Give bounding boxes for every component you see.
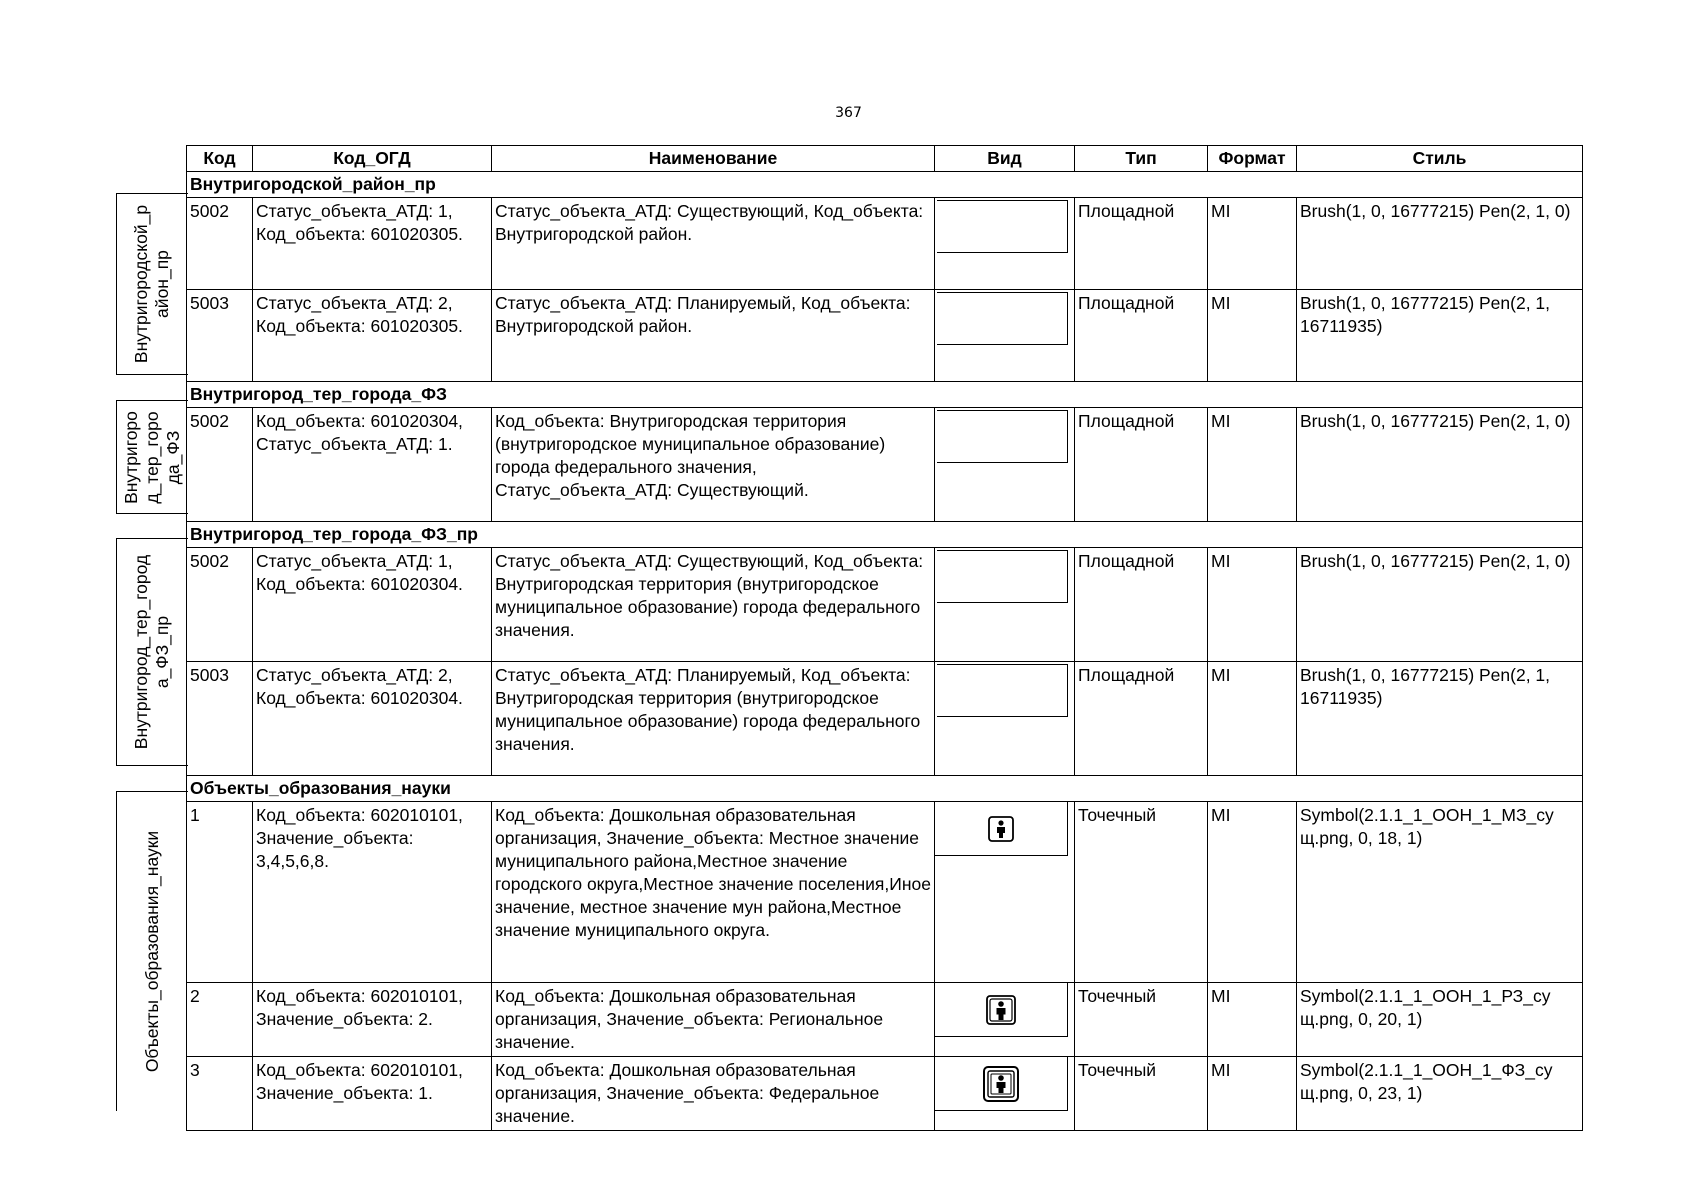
symbol-box (935, 802, 1068, 856)
cell-code: 5002 (187, 198, 253, 290)
cell-view (935, 802, 1075, 983)
cell-ogd: Код_объекта: 601020304, Статус_объекта_АТД: 1. (253, 408, 492, 522)
cell-name: Код_объекта: Дошкольная образовательная организация, Значение_объекта: Региональное значение. (492, 983, 935, 1057)
side-label-group-4: Объекты_образования_науки (116, 791, 188, 1111)
preschool-child-icon (983, 1066, 1019, 1102)
preschool-child-icon (986, 995, 1016, 1025)
table-row (187, 802, 1583, 983)
cell-view (935, 662, 1075, 776)
group-title: Объекты_образования_науки (187, 776, 1583, 802)
group-row (187, 776, 1583, 802)
cell-style: Brush(1, 0, 16777215) Pen(2, 1, 0) (1297, 198, 1583, 290)
area-swatch (937, 550, 1068, 603)
cell-ogd: Статус_объекта_АТД: 2, Код_объекта: 601020305. (253, 290, 492, 382)
cell-type: Точечный (1075, 983, 1208, 1057)
cell-format: MI (1208, 548, 1297, 662)
page-number: 367 (835, 105, 862, 121)
symbol-box (935, 983, 1068, 1037)
cell-style: Brush(1, 0, 16777215) Pen(2, 1, 0) (1297, 548, 1583, 662)
table-row (187, 1057, 1583, 1131)
cell-ogd: Код_объекта: 602010101, Значение_объекта: 1. (253, 1057, 492, 1131)
cell-name: Код_объекта: Внутригородская территория (внутригородское муниципальное образование) города федерального значения, Статус_объекта_АТД: Существующий. (492, 408, 935, 522)
cell-format: MI (1208, 290, 1297, 382)
header-style: Стиль (1297, 146, 1583, 172)
cell-name: Статус_объекта_АТД: Существующий, Код_объекта: Внутригородская территория (внутригородское муниципальное образование) города федерального значения. (492, 548, 935, 662)
cell-type: Площадной (1075, 198, 1208, 290)
table-row (187, 983, 1583, 1057)
cell-type: Точечный (1075, 1057, 1208, 1131)
table-row (187, 290, 1583, 382)
cell-view (935, 1057, 1075, 1131)
group-title: Внутригород_тер_города_ФЗ (187, 382, 1583, 408)
cell-view (935, 548, 1075, 662)
group-row (187, 522, 1583, 548)
preschool-child-icon (988, 816, 1014, 842)
cell-format: MI (1208, 408, 1297, 522)
cell-name: Код_объекта: Дошкольная образовательная организация, Значение_объекта: Федеральное значение. (492, 1057, 935, 1131)
group-row (187, 172, 1583, 198)
area-swatch (937, 664, 1068, 717)
header-view: Вид (935, 146, 1075, 172)
cell-format: MI (1208, 198, 1297, 290)
cell-style: Brush(1, 0, 16777215) Pen(2, 1, 16711935) (1297, 290, 1583, 382)
cell-view (935, 198, 1075, 290)
cell-type: Точечный (1075, 802, 1208, 983)
cell-name: Код_объекта: Дошкольная образовательная организация, Значение_объекта: Местное значение муниципального района,Местное значение городского округа,Местное значение поселения,Иное значение, местное значение мун района,Местное значение муниципального округа. (492, 802, 935, 983)
cell-style: Symbol(2.1.1_1_ООН_1_МЗ_су щ.png, 0, 18, 1) (1297, 802, 1583, 983)
cell-style: Symbol(2.1.1_1_ООН_1_РЗ_су щ.png, 0, 20, 1) (1297, 983, 1583, 1057)
cell-ogd: Статус_объекта_АТД: 1, Код_объекта: 601020304. (253, 548, 492, 662)
cell-type: Площадной (1075, 290, 1208, 382)
header-row (187, 146, 1583, 172)
table-row (187, 662, 1583, 776)
cell-code: 3 (187, 1057, 253, 1131)
cell-type: Площадной (1075, 662, 1208, 776)
header-format: Формат (1208, 146, 1297, 172)
group-title: Внутригород_тер_города_ФЗ_пр (187, 522, 1583, 548)
area-swatch (937, 292, 1068, 345)
cell-style: Brush(1, 0, 16777215) Pen(2, 1, 0) (1297, 408, 1583, 522)
cell-name: Статус_объекта_АТД: Существующий, Код_объекта: Внутригородской район. (492, 198, 935, 290)
cell-name: Статус_объекта_АТД: Планируемый, Код_объекта: Внутригородской район. (492, 290, 935, 382)
table-row (187, 408, 1583, 522)
group-row (187, 382, 1583, 408)
cell-style: Brush(1, 0, 16777215) Pen(2, 1, 16711935) (1297, 662, 1583, 776)
legend-table (186, 145, 1583, 1131)
symbol-box (935, 1057, 1068, 1111)
cell-style: Symbol(2.1.1_1_ООН_1_ФЗ_су щ.png, 0, 23, 1) (1297, 1057, 1583, 1131)
cell-ogd: Код_объекта: 602010101, Значение_объекта: 2. (253, 983, 492, 1057)
header-type: Тип (1075, 146, 1208, 172)
cell-view (935, 290, 1075, 382)
cell-type: Площадной (1075, 548, 1208, 662)
cell-format: MI (1208, 983, 1297, 1057)
area-swatch (937, 410, 1068, 463)
group-title: Внутригородской_район_пр (187, 172, 1583, 198)
cell-view (935, 983, 1075, 1057)
cell-ogd: Код_объекта: 602010101, Значение_объекта: 3,4,5,6,8. (253, 802, 492, 983)
table-row (187, 548, 1583, 662)
side-label-group-3: Внутригород_тер_город а_ФЗ_пр (116, 538, 188, 766)
cell-code: 2 (187, 983, 253, 1057)
cell-code: 5003 (187, 662, 253, 776)
cell-format: MI (1208, 802, 1297, 983)
table-row (187, 198, 1583, 290)
header-ogd: Код_ОГД (253, 146, 492, 172)
cell-name: Статус_объекта_АТД: Планируемый, Код_объекта: Внутригородская территория (внутригородское муниципальное образование) города федерального значения. (492, 662, 935, 776)
cell-ogd: Статус_объекта_АТД: 2, Код_объекта: 601020304. (253, 662, 492, 776)
cell-ogd: Статус_объекта_АТД: 1, Код_объекта: 601020305. (253, 198, 492, 290)
cell-code: 1 (187, 802, 253, 983)
area-swatch (937, 200, 1068, 253)
cell-code: 5003 (187, 290, 253, 382)
header-name: Наименование (492, 146, 935, 172)
cell-format: MI (1208, 662, 1297, 776)
side-label-group-2: Внутригоро д_тер_горо да_ФЗ (116, 400, 188, 514)
header-code: Код (187, 146, 253, 172)
cell-code: 5002 (187, 548, 253, 662)
cell-format: MI (1208, 1057, 1297, 1131)
cell-code: 5002 (187, 408, 253, 522)
side-label-group-1: Внутригородской_р айон_пр (116, 193, 188, 375)
cell-view (935, 408, 1075, 522)
cell-type: Площадной (1075, 408, 1208, 522)
